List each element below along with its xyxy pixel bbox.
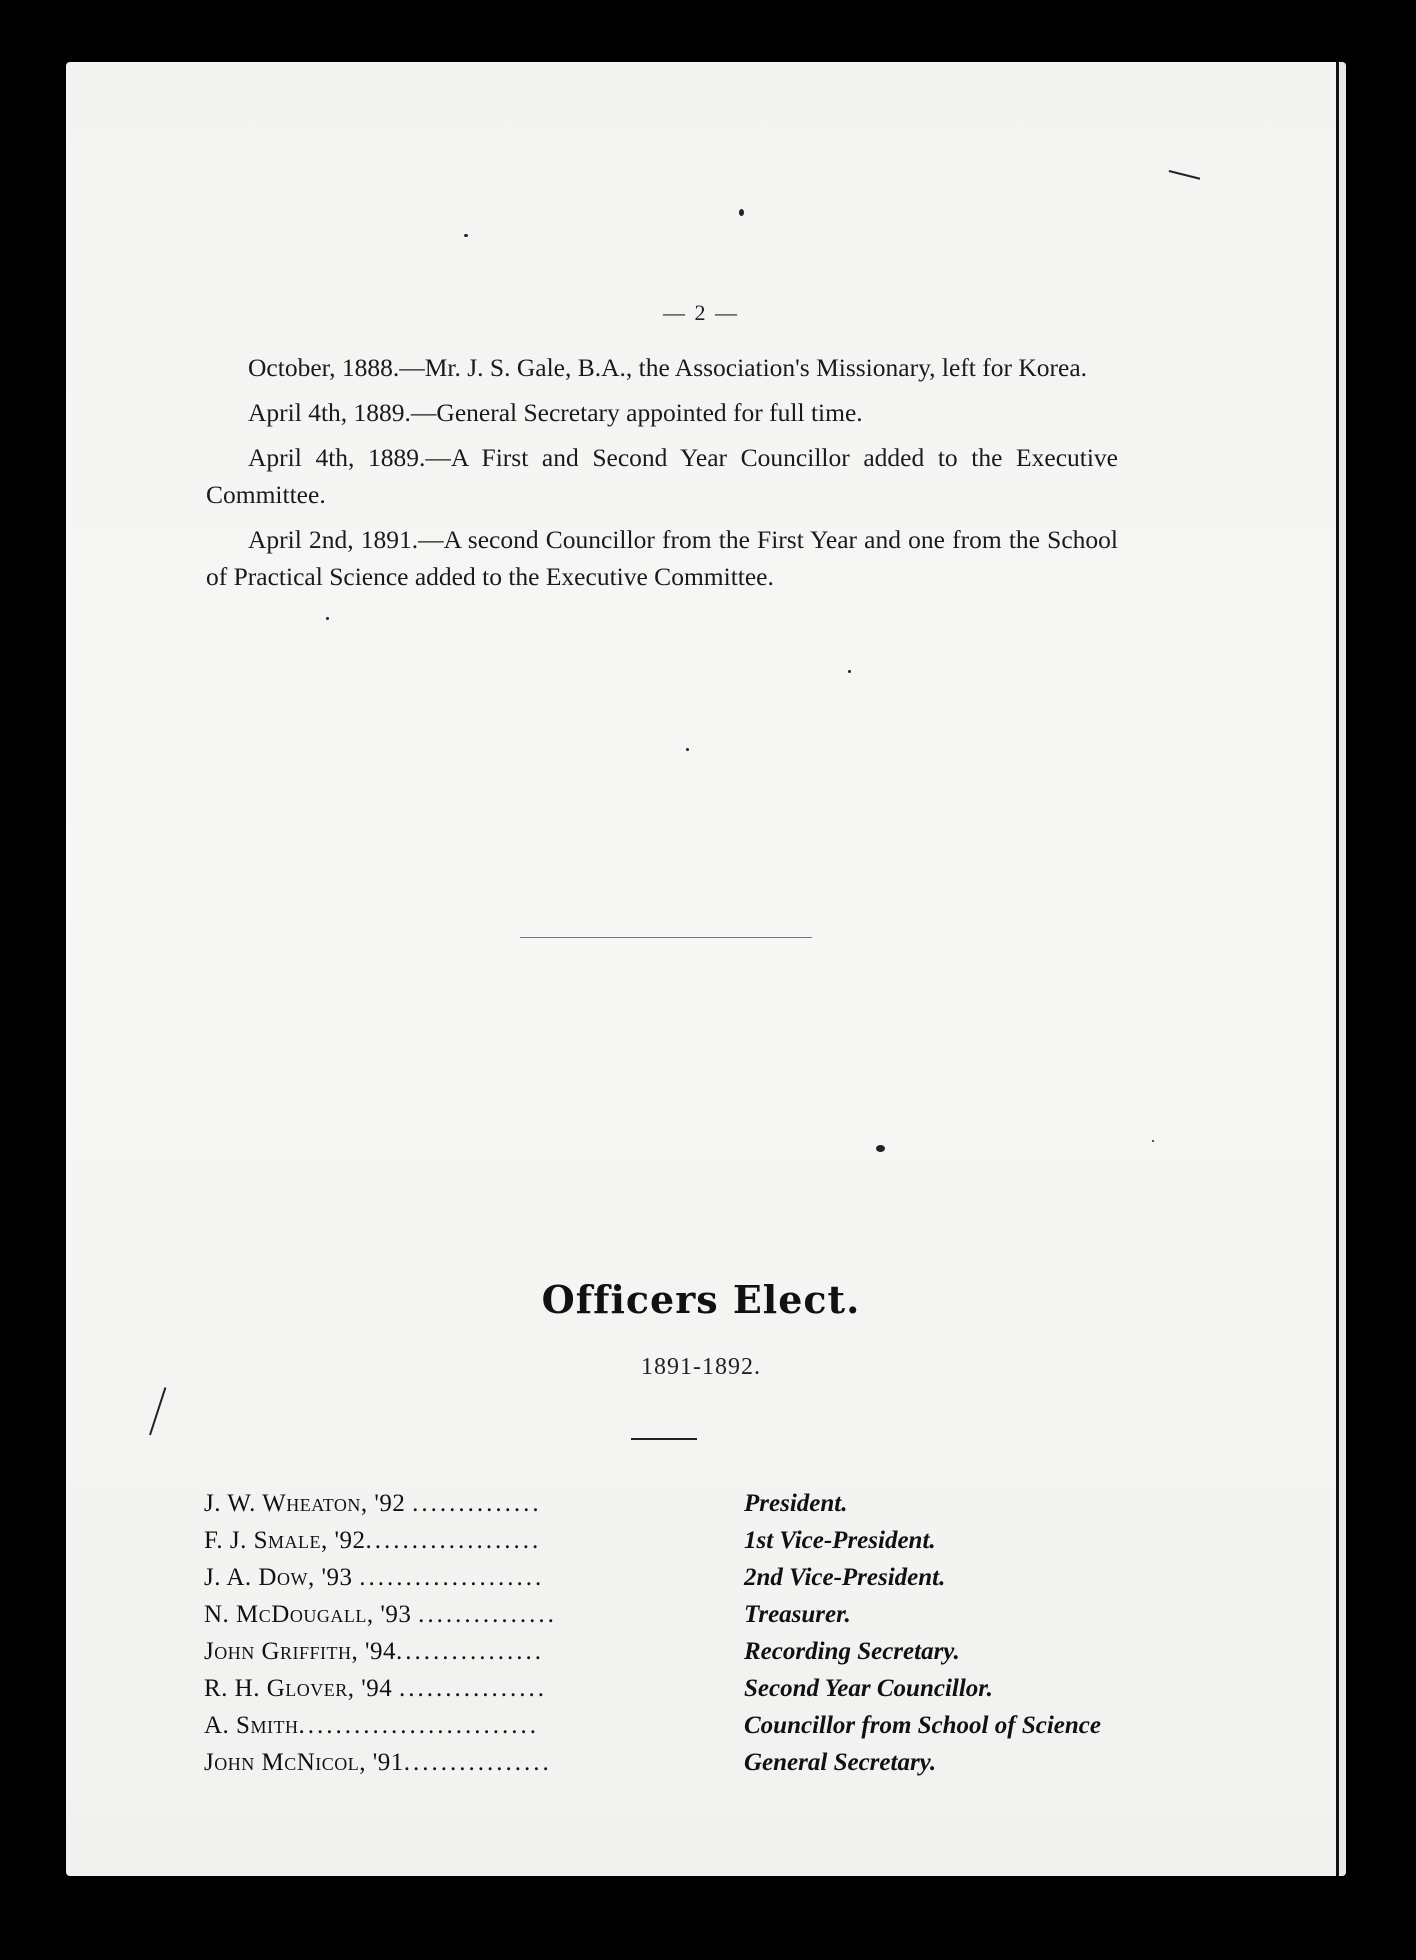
officer-office: Recording Secretary. bbox=[744, 1638, 960, 1665]
leader-dots: .............. bbox=[412, 1490, 542, 1517]
officer-row bbox=[204, 1712, 1204, 1749]
officer-name: R. H. Glover, '94 bbox=[204, 1675, 393, 1702]
officer-office: 1st Vice-President. bbox=[744, 1527, 936, 1554]
history-entry: April 2nd, 1891.—A second Councillor from the First Year and one from the School of Practical Science added to the Executive Committee. bbox=[206, 525, 1118, 591]
leader-dots: .......................... bbox=[298, 1712, 539, 1739]
section-years: 1891-1892. bbox=[641, 1354, 761, 1380]
officer-name: J. W. Wheaton, '92 bbox=[204, 1490, 406, 1517]
leader-dots: ................ bbox=[399, 1675, 548, 1702]
officer-row bbox=[204, 1675, 1204, 1712]
page-number: — 2 — bbox=[663, 300, 739, 325]
officers-list bbox=[204, 1490, 1204, 1786]
scan-speck bbox=[1152, 1140, 1154, 1142]
scan-speck bbox=[876, 1145, 885, 1152]
title-underline bbox=[631, 1438, 697, 1440]
leader-dots: ................... bbox=[365, 1527, 542, 1554]
scan-speck bbox=[326, 617, 329, 620]
scan-speck bbox=[464, 234, 468, 237]
history-entries bbox=[206, 349, 1118, 603]
scanned-page bbox=[66, 62, 1346, 1876]
officer-office: General Secretary. bbox=[744, 1749, 937, 1776]
scan-speck bbox=[848, 670, 851, 673]
history-entry: October, 1888.—Mr. J. S. Gale, B.A., the Association's Missionary, left for Korea. bbox=[248, 353, 1088, 382]
officer-office: Second Year Councillor. bbox=[744, 1675, 993, 1702]
adjacent-page-edge bbox=[1339, 62, 1346, 1876]
leader-dots: .................... bbox=[359, 1564, 545, 1591]
officer-office: President. bbox=[744, 1490, 848, 1517]
officer-row bbox=[204, 1749, 1204, 1786]
leader-dots: ................ bbox=[403, 1749, 552, 1776]
officer-row bbox=[204, 1490, 1204, 1527]
history-entry: April 4th, 1889.—General Secretary appointed for full time. bbox=[248, 398, 863, 427]
officer-name: John McNicol, '91 bbox=[204, 1749, 404, 1776]
officer-name: John Griffith, '94 bbox=[204, 1638, 397, 1665]
scan-speck bbox=[686, 748, 689, 751]
history-entry: April 4th, 1889.—A First and Second Year Councillor added to the Executive Committee. bbox=[206, 443, 1118, 509]
officer-row bbox=[204, 1564, 1204, 1601]
scan-stroke bbox=[1169, 170, 1200, 179]
officer-office: Councillor from School of Science bbox=[744, 1712, 1101, 1739]
scan-speck bbox=[739, 209, 744, 216]
officer-row bbox=[204, 1527, 1204, 1564]
scan-stroke bbox=[149, 1387, 166, 1435]
officer-name: F. J. Smale, '92 bbox=[204, 1527, 366, 1554]
section-title: Officers Elect. bbox=[541, 1277, 861, 1322]
officer-office: 2nd Vice-President. bbox=[744, 1564, 946, 1591]
officer-row bbox=[204, 1638, 1204, 1675]
section-divider bbox=[520, 937, 812, 938]
officer-name: J. A. Dow, '93 bbox=[204, 1564, 353, 1591]
officer-name: A. Smith bbox=[204, 1712, 299, 1739]
officer-row bbox=[204, 1601, 1204, 1638]
officer-office: Treasurer. bbox=[744, 1601, 851, 1628]
leader-dots: ............... bbox=[418, 1601, 557, 1628]
officer-name: N. McDougall, '93 bbox=[204, 1601, 412, 1628]
leader-dots: ................ bbox=[396, 1638, 545, 1665]
